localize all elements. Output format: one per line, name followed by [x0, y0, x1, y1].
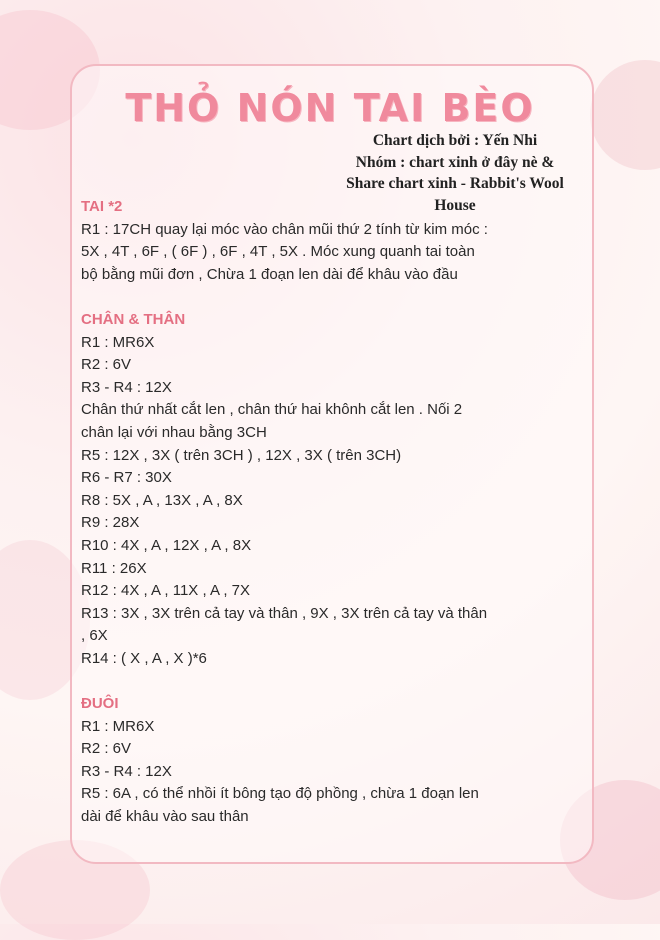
instruction-line: R8 : 5X , A , 13X , A , 8X: [81, 491, 243, 509]
instruction-line: R3 - R4 : 12X: [81, 762, 172, 780]
section-gap: [81, 670, 541, 693]
instruction-line: R3 - R4 : 12X: [81, 378, 172, 396]
instruction-line: R6 - R7 : 30X: [81, 469, 172, 487]
credit-line: Share chart xinh - Rabbit's Wool: [346, 175, 564, 192]
section-gap: [81, 286, 541, 309]
instruction-line: chân lại với nhau bằng 3CH: [81, 423, 267, 441]
instruction-line: R1 : MR6X: [81, 717, 155, 735]
section-heading-tai: TAI *2: [81, 198, 123, 215]
instruction-line: , 6X: [81, 627, 108, 645]
instruction-line: R5 : 6A , có thể nhồi ít bông tạo độ phồng , chừa 1 đoạn len: [81, 785, 479, 803]
instruction-line: Chân thứ nhất cắt len , chân thứ hai khônh cắt len . Nối 2: [81, 401, 463, 419]
instruction-line: R2 : 6V: [81, 356, 132, 374]
credit-line: Nhóm : chart xinh ở đây nè &: [355, 153, 555, 171]
instruction-line: R1 : 17CH quay lại móc vào chân mũi thứ 2 tính từ kim móc :: [81, 220, 488, 238]
instruction-line: R12 : 4X , A , 11X , A , 7X: [81, 582, 250, 600]
instruction-line: R9 : 28X: [81, 514, 140, 532]
instruction-line: R5 : 12X , 3X ( trên 3CH ) , 12X , 3X ( trên 3CH): [81, 446, 402, 464]
instruction-line: dài để khâu vào sau thân: [81, 808, 249, 826]
credit-line: Chart dịch bởi : Yến Nhi: [372, 132, 538, 149]
instruction-line: R10 : 4X , A , 12X , A , 8X: [81, 536, 252, 554]
section-heading-chan-than: CHÂN & THÂN: [81, 310, 186, 328]
credit-line: House: [434, 196, 476, 214]
instruction-line: R14 : ( X , A , X )*6: [81, 649, 207, 667]
instruction-line: R11 : 26X: [81, 559, 147, 577]
instruction-line: R1 : MR6X: [81, 333, 155, 351]
instruction-line: R2 : 6V: [81, 740, 132, 758]
instruction-line: R13 : 3X , 3X trên cả tay và thân , 9X , 3X trên cả tay và thân: [81, 604, 488, 622]
instruction-line: bộ bằng mũi đơn , Chừa 1 đoạn len dài để khâu vào đầu: [81, 265, 458, 283]
pattern-content: [81, 196, 541, 829]
section-heading-duoi: ĐUÔI: [81, 695, 119, 713]
page-title: THỎ NÓN TAI BÈO: [125, 86, 535, 130]
instruction-line: 5X , 4T , 6F , ( 6F ) , 6F , 4T , 5X . Móc xung quanh tai toàn: [81, 243, 475, 261]
